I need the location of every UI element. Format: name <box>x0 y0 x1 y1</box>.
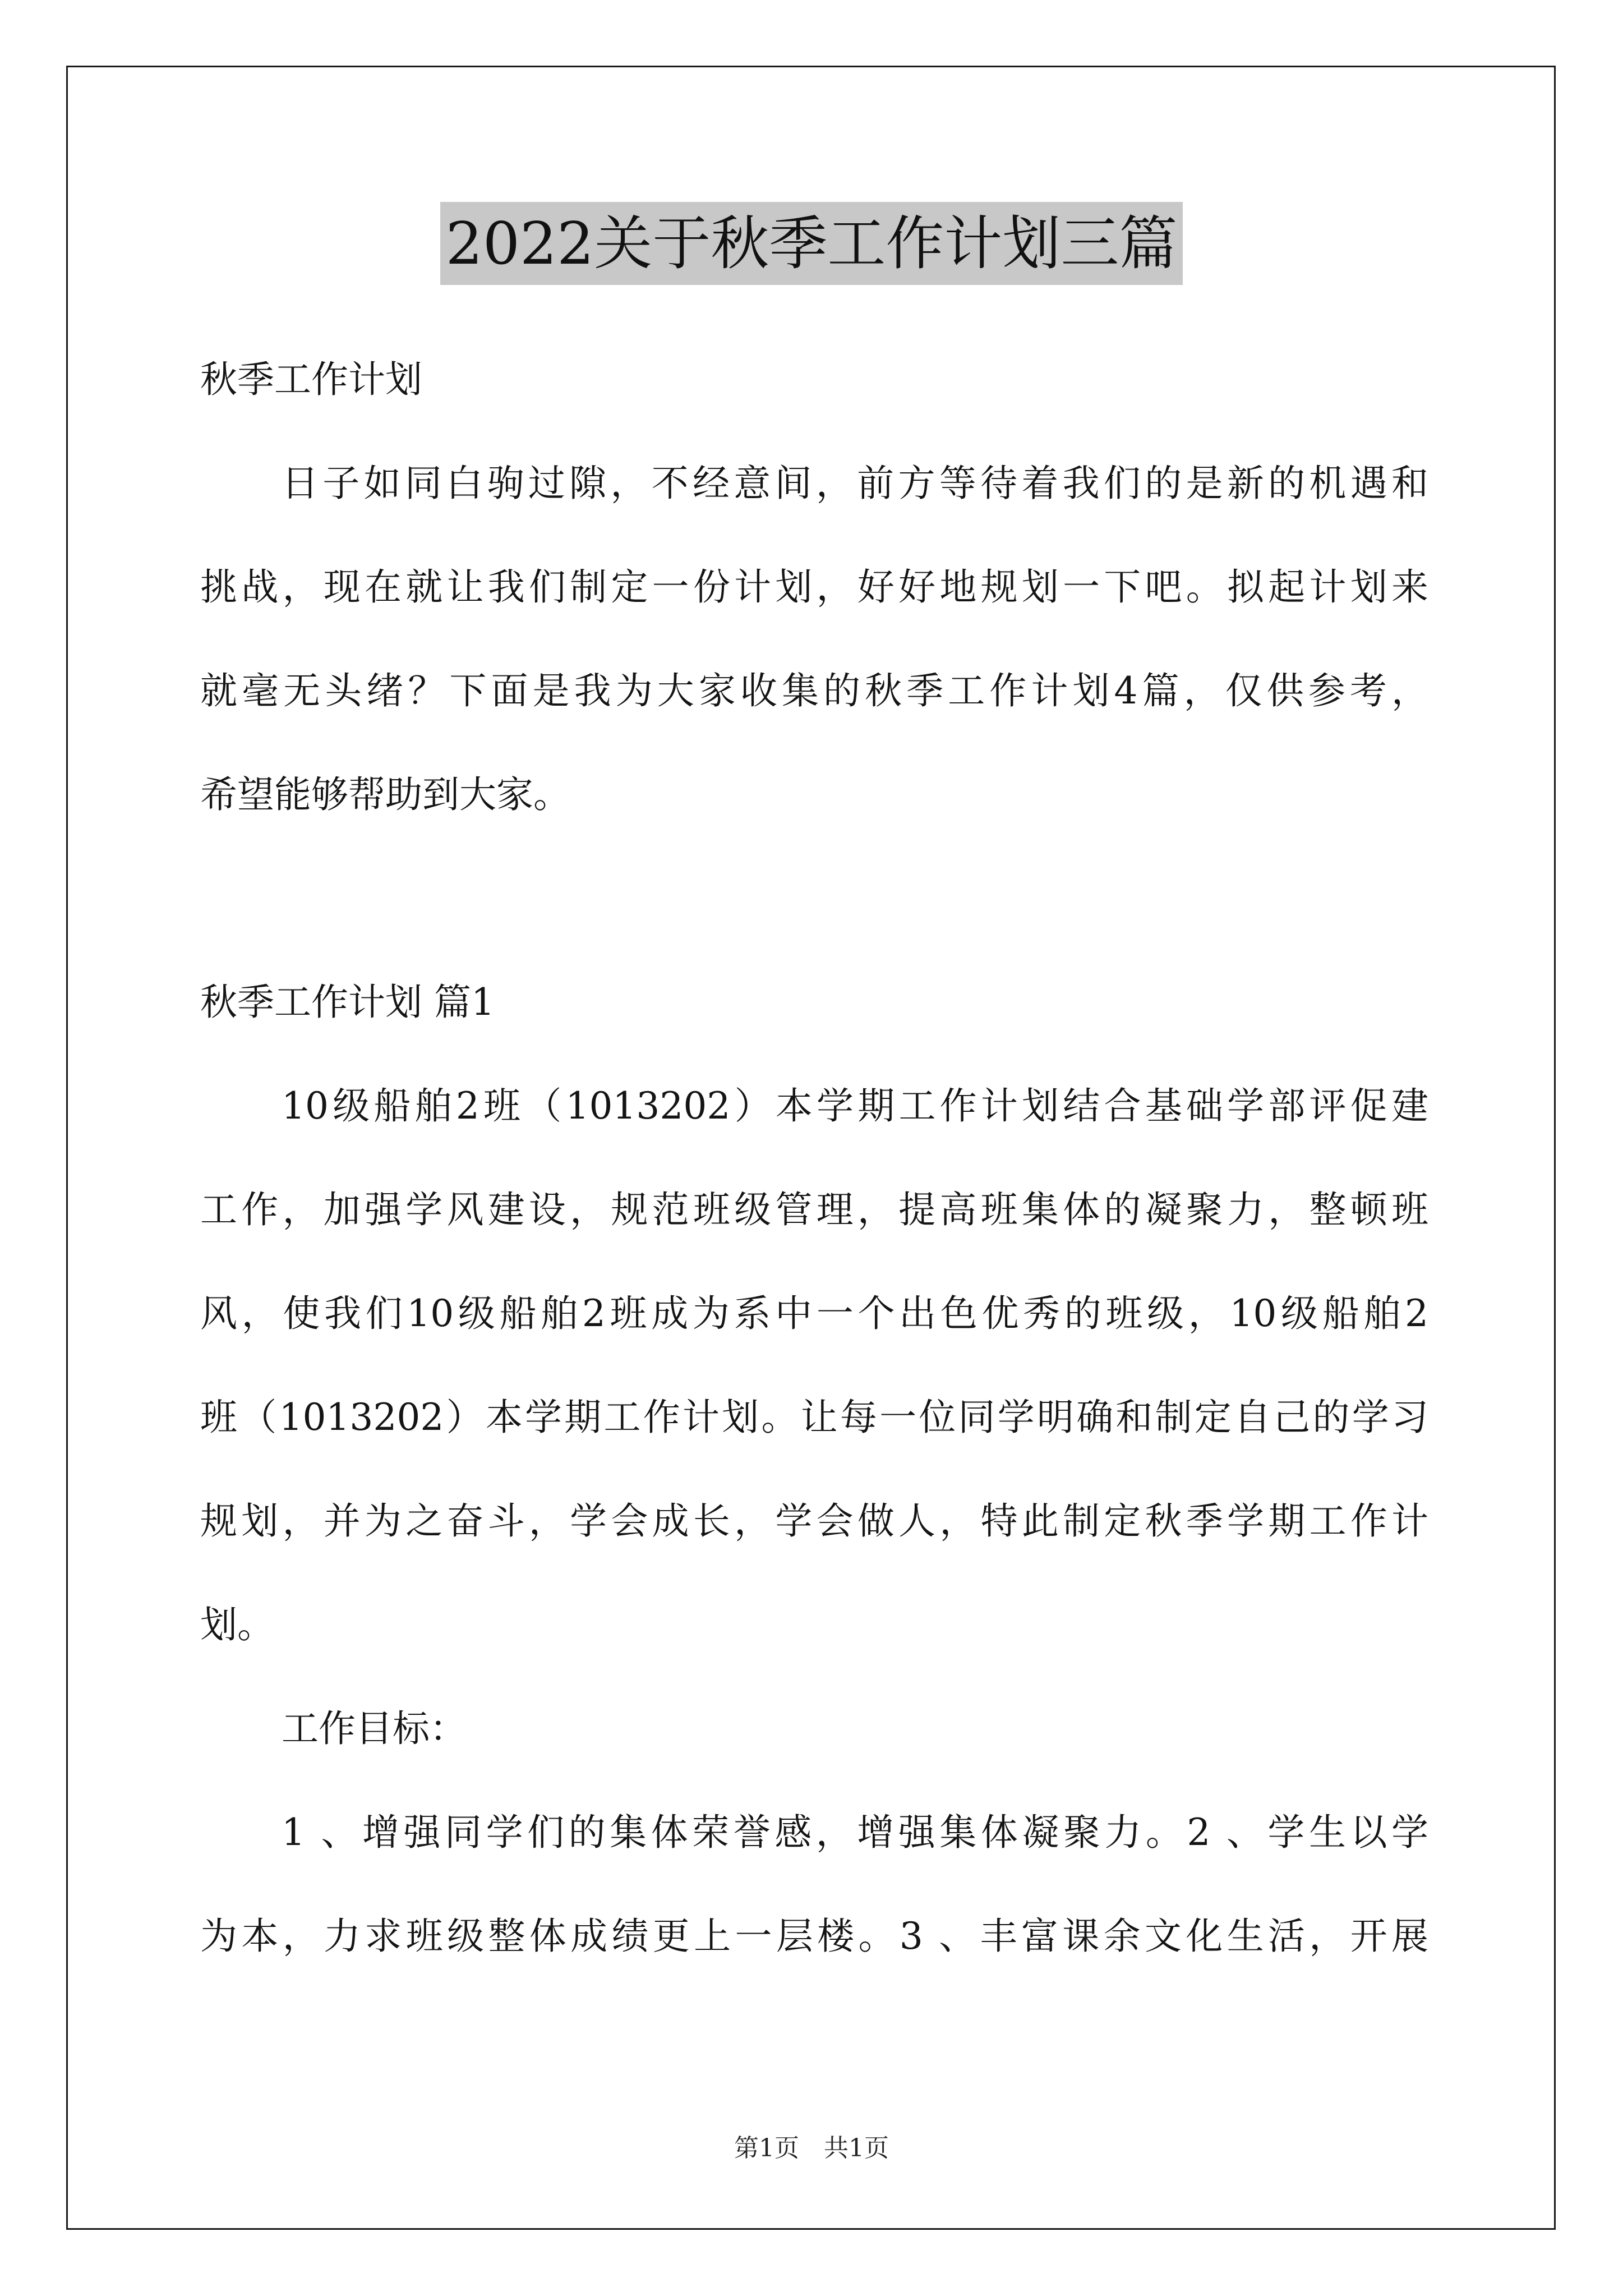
paragraph-line: 希望能够帮助到大家。 <box>200 773 570 816</box>
paragraph-line: 工作，加强学风建设，规范班级管理，提高班集体的凝聚力，整顿班 <box>200 1188 1428 1231</box>
title-container <box>0 202 1623 285</box>
document-title: 2022关于秋季工作计划三篇 <box>440 202 1183 285</box>
paragraph-line: 就毫无头绪？下面是我为大家收集的秋季工作计划4篇，仅供参考， <box>200 669 1428 712</box>
paragraph-line: 日子如同白驹过隙，不经意间，前方等待着我们的是新的机遇和 <box>282 462 1428 505</box>
intro-heading: 秋季工作计划 <box>200 358 422 401</box>
paragraph-line: 划。 <box>200 1603 274 1646</box>
goals-heading: 工作目标： <box>282 1707 467 1750</box>
paragraph-line: 1 、增强同学们的集体荣誉感，增强集体凝聚力。2 、学生以学 <box>282 1811 1428 1854</box>
paragraph-line: 规划，并为之奋斗，学会成长，学会做人，特此制定秋季学期工作计 <box>200 1499 1428 1543</box>
section-heading: 秋季工作计划 篇1 <box>200 981 495 1024</box>
paragraph-line: 10级船舶2班（1013202）本学期工作计划结合基础学部评促建 <box>282 1084 1428 1128</box>
paragraph-line: 班（1013202）本学期工作计划。让每一位同学明确和制定自己的学习 <box>200 1396 1428 1439</box>
paragraph-line: 为本，力求班级整体成绩更上一层楼。3 、丰富课余文化生活，开展 <box>200 1915 1428 1958</box>
paragraph-line: 风，使我们10级船舶2班成为系中一个出色优秀的班级，10级船舶2 <box>200 1292 1428 1335</box>
page-footer: 第1页 共1页 <box>734 2134 889 2162</box>
paragraph-line: 挑战，现在就让我们制定一份计划，好好地规划一下吧。拟起计划来 <box>200 565 1428 609</box>
